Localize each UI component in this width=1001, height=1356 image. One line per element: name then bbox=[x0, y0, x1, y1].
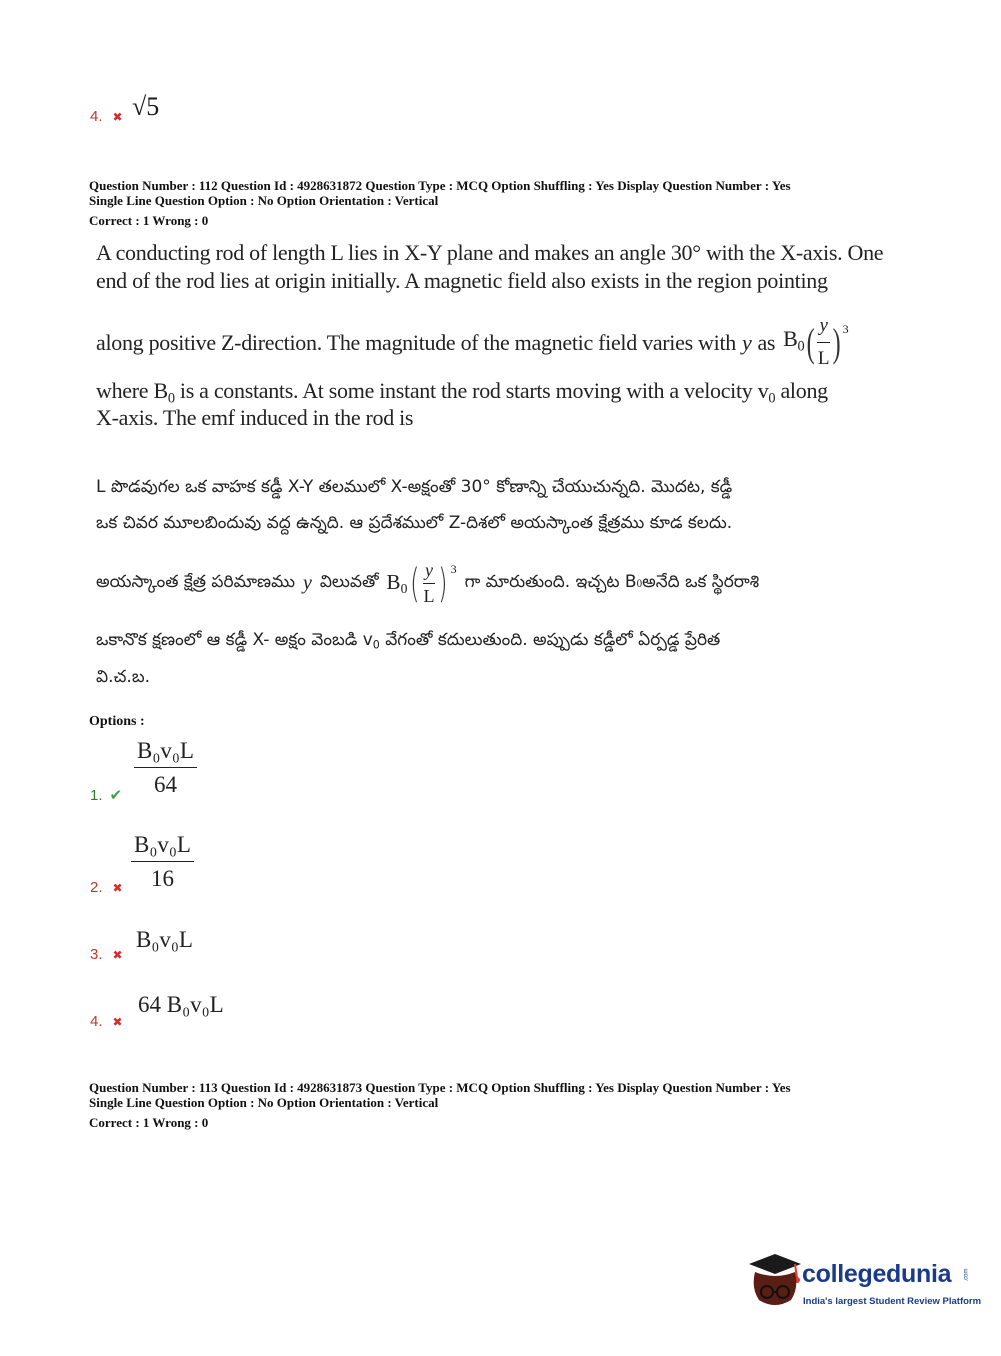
logo-name: collegedunia bbox=[802, 1260, 952, 1288]
question-score: Correct : 1 Wrong : 0 bbox=[89, 213, 209, 228]
right-paren: ) bbox=[832, 319, 841, 365]
fraction-den-te: L bbox=[423, 586, 435, 606]
option-4-value: 64 B₀v₀L bbox=[138, 992, 224, 1017]
option-number: 4. bbox=[90, 108, 103, 125]
question-en-line2: end of the rod lies at origin initially. A magnetic field also exists in the region pointing bbox=[96, 268, 828, 293]
en-line4-part1: where B bbox=[96, 378, 168, 403]
question-113-meta-line1: Question Number : 113 Question Id : 4928631873 Question Type : MCQ Option Shuffling : Yes Display Question Number : Yes bbox=[89, 1080, 791, 1095]
option-number: 4. bbox=[90, 1013, 103, 1030]
question-meta-line1: Question Number : 112 Question Id : 4928631872 Question Type : MCQ Option Shuffling : Yes Display Question Number : Yes bbox=[89, 178, 791, 193]
option-2-marker[interactable] bbox=[90, 879, 123, 897]
option-den: 64 bbox=[153, 772, 177, 797]
te-line3-part2: విలువతో bbox=[319, 571, 379, 592]
sub-0-te2: 0 bbox=[372, 638, 380, 652]
option-num: B₀v₀L bbox=[131, 832, 194, 862]
prev-option-value: √5 bbox=[132, 92, 160, 121]
option-1-marker[interactable] bbox=[90, 786, 122, 805]
word-as: as bbox=[757, 329, 776, 355]
fraction-y-over-L-te bbox=[423, 560, 435, 607]
mascot-icon bbox=[745, 1250, 805, 1312]
right-paren-te: ) bbox=[438, 560, 448, 607]
question-113-score: Correct : 1 Wrong : 0 bbox=[89, 1115, 209, 1130]
field-expression-te bbox=[387, 570, 408, 597]
te-line3-part1: అయస్కాంత క్షేత్ర పరిమాణము bbox=[96, 571, 295, 592]
field-sub-te: 0 bbox=[400, 581, 408, 597]
question-te-line4 bbox=[96, 630, 720, 654]
cross-icon: ✖ bbox=[112, 881, 123, 895]
option-3-marker[interactable] bbox=[90, 946, 123, 964]
option-number: 2. bbox=[90, 879, 103, 896]
sub-0-te: 0 bbox=[636, 577, 643, 590]
option-2-value bbox=[131, 832, 194, 892]
question-te-line2: ఒక చివర మూలబిందువు వద్ద ఉన్నది. ఆ ప్రదేశములో Z-దిశలో అయస్కాంత క్షేత్రము కూడ కలదు. bbox=[96, 513, 733, 533]
logo-tagline: India's largest Student Review Platform bbox=[803, 1296, 982, 1307]
option-number: 1. bbox=[90, 787, 103, 804]
var-y-te: y bbox=[302, 572, 312, 594]
field-sub: 0 bbox=[797, 338, 805, 355]
question-113-meta-line2: Single Line Question Option : No Option Orientation : Vertical bbox=[89, 1095, 439, 1110]
fraction-num: y bbox=[817, 312, 829, 343]
fraction-den: L bbox=[817, 348, 830, 369]
question-en-line3 bbox=[96, 312, 848, 373]
en-line4-part2: is a constants. At some instant the rod starts moving with a velocity v bbox=[174, 378, 769, 403]
sub-0-a: 0 bbox=[167, 390, 175, 407]
exponent: 3 bbox=[842, 321, 849, 336]
sub-0-b: 0 bbox=[768, 390, 776, 407]
cross-icon: ✖ bbox=[112, 1015, 123, 1029]
option-3-value: B₀v₀L bbox=[136, 927, 193, 952]
left-paren-te: ( bbox=[410, 560, 420, 607]
check-icon: ✔ bbox=[109, 786, 123, 804]
collegedunia-logo[interactable] bbox=[745, 1250, 982, 1312]
fraction-y-over-L bbox=[817, 312, 829, 373]
option-den: 16 bbox=[150, 866, 174, 891]
question-en-line1: A conducting rod of length L lies in X-Y plane and makes an angle 30° with the X-axis. One bbox=[96, 240, 884, 265]
fraction-num-te: y bbox=[423, 560, 435, 584]
field-base-te: B bbox=[386, 569, 401, 594]
question-te-line1: L పొడవుగల ఒక వాహక కడ్డీ X-Y తలములో X-అక్షంతో 30° కోణాన్ని చేయుచున్నది. మొదట, కడ్డీ bbox=[96, 477, 733, 497]
question-text-en bbox=[96, 239, 896, 295]
prev-option-4 bbox=[90, 108, 123, 126]
te-line3-part3: గా మారుతుంది. ఇచ్చట B bbox=[464, 571, 637, 592]
field-expression-en bbox=[783, 325, 804, 360]
question-te-line3 bbox=[96, 560, 759, 607]
logo-suffix: .com bbox=[963, 1268, 970, 1282]
te-line4-part1: ఒకానొక క్షణంలో ఆ కడ్డీ X- అక్షం వెంబడి v bbox=[96, 630, 373, 650]
option-4-marker[interactable] bbox=[90, 1013, 123, 1031]
te-line3-part4: అనేది ఒక స్థిరరాశి bbox=[642, 571, 760, 592]
exponent-te: 3 bbox=[450, 562, 457, 576]
cross-icon: ✖ bbox=[112, 948, 123, 962]
left-paren: ( bbox=[807, 319, 815, 365]
cross-icon: ✖ bbox=[112, 110, 123, 124]
en-line4-part3: along bbox=[775, 378, 828, 403]
question-te-line5: వి.చ.బ. bbox=[96, 667, 150, 687]
question-en-line3-text: along positive Z-direction. The magnitude of the magnetic field varies with bbox=[96, 329, 736, 355]
field-base: B bbox=[783, 325, 798, 351]
te-line4-part2: వేగంతో కదులుతుంది. అప్పుడు కడ్డీలో ఏర్పడ్డ ప్రేరిత bbox=[379, 630, 721, 650]
question-en-line5: X-axis. The emf induced in the rod is bbox=[96, 405, 414, 430]
option-num: B₀v₀L bbox=[134, 738, 197, 768]
option-number: 3. bbox=[90, 946, 103, 963]
option-1-value bbox=[134, 738, 197, 798]
var-y: y bbox=[741, 329, 752, 355]
question-meta-line2: Single Line Question Option : No Option Orientation : Vertical bbox=[89, 193, 439, 208]
options-label: Options : bbox=[89, 714, 145, 729]
